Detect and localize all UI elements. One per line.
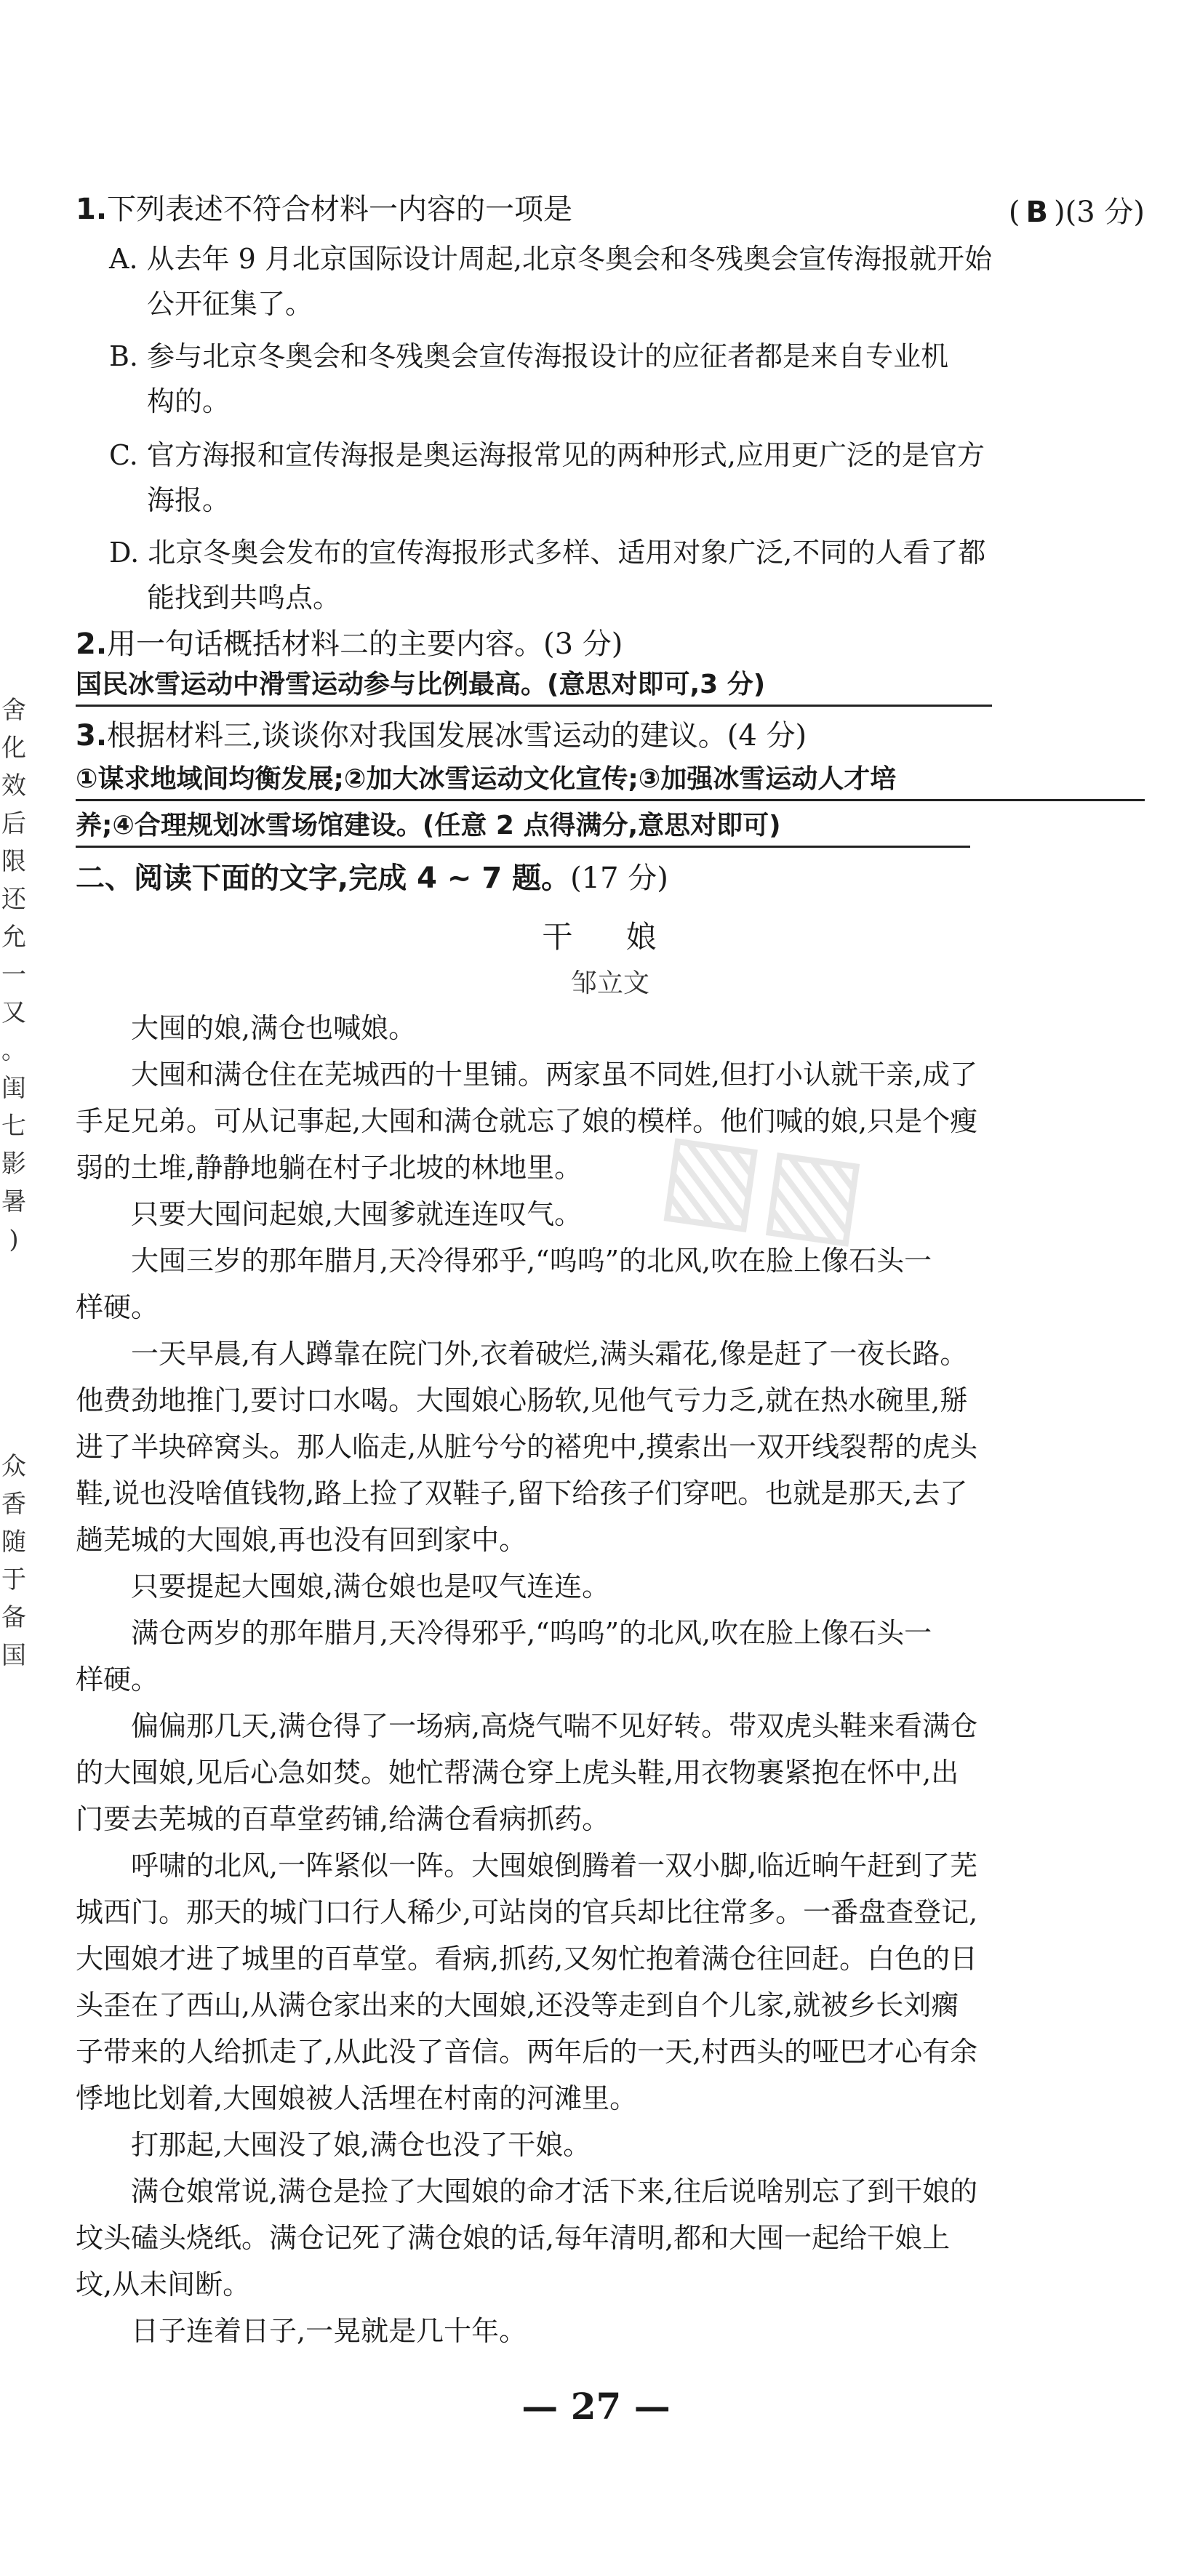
margin-char: 七 — [1, 1112, 26, 1141]
section-heading — [76, 861, 668, 896]
watermark-logo: ▧▧ — [652, 1107, 874, 1261]
margin-char: 众 — [1, 1452, 26, 1481]
article-line: 城西门。那天的城门口行人稀少,可站岗的官兵却比往常多。一番盘查登记, — [76, 1896, 978, 1928]
option-b-line-1: B. 参与北京冬奥会和冬残奥会宣传海报设计的应征者都是来自专业机 — [109, 340, 949, 372]
article-line: 只要大囤问起娘,大囤爹就连连叹气。 — [131, 1198, 583, 1230]
points-label: (3 分) — [1065, 196, 1145, 229]
article-author: 邹立文 — [570, 968, 649, 998]
article-title: 干 娘 — [542, 919, 679, 955]
question-2-answer: 国民冰雪运动中滑雪运动参与比例最高。(意思对即可,3 分) — [76, 669, 992, 707]
option-b-line-2: 构的。 — [147, 385, 231, 417]
article-line: 手足兄弟。可从记事起,大囤和满仓就忘了娘的模样。他们喊的娘,只是个瘦 — [76, 1105, 978, 1137]
question-3-answer-line-2: 养;④合理规划冰雪场馆建设。(任意 2 点得满分,意思对即可) — [76, 810, 970, 848]
option-c-line-2: 海报。 — [147, 484, 231, 516]
question-3-stem — [76, 718, 807, 753]
question-number: 3. — [76, 719, 108, 753]
margin-char: 还 — [1, 885, 26, 914]
article-line: 鞋,说也没啥值钱物,路上捡了双鞋子,留下给孩子们穿吧。也就是那天,去了 — [76, 1477, 968, 1509]
answer-bracket: ( — [1008, 196, 1020, 229]
margin-char: 化 — [1, 734, 26, 763]
margin-char: 允 — [1, 923, 26, 952]
question-text: 下列表述不符合材料一内容的一项是 — [107, 193, 573, 226]
margin-char: 备 — [1, 1603, 26, 1632]
article-line: 大囤娘才进了城里的百草堂。看病,抓药,又匆忙抱着满仓往回赶。白色的日 — [76, 1943, 978, 1975]
margin-char: 国 — [1, 1641, 26, 1670]
option-d-line-1: D. 北京冬奥会发布的宣传海报形式多样、适用对象广泛,不同的人看了都 — [109, 537, 986, 569]
article-line: 坟,从未间断。 — [76, 2268, 251, 2300]
margin-char: 又 — [1, 998, 26, 1027]
article-line: 满仓娘常说,满仓是捡了大囤娘的命才活下来,往后说啥别忘了到干娘的 — [131, 2175, 978, 2207]
margin-char: 限 — [1, 847, 26, 876]
question-2-stem — [76, 627, 623, 662]
article-line: 日子连着日子,一晃就是几十年。 — [131, 2315, 527, 2347]
article-line: 进了半块碎窝头。那人临走,从脏兮兮的褡兜中,摸索出一双开线裂帮的虎头 — [76, 1431, 978, 1463]
article-line: 大囤和满仓住在芜城西的十里铺。两家虽不同姓,但打小认就干亲,成了 — [131, 1059, 978, 1091]
article-line: 一天早晨,有人蹲靠在院门外,衣着破烂,满头霜花,像是赶了一夜长路。 — [131, 1338, 968, 1370]
margin-char: 闺 — [1, 1074, 26, 1103]
section-points: (17 分) — [570, 862, 668, 895]
section-title: 二、阅读下面的文字,完成 4 ~ 7 题。 — [76, 862, 571, 895]
article-line: 大囤的娘,满仓也喊娘。 — [131, 1012, 417, 1044]
answer-bracket: ) — [1054, 196, 1065, 229]
article-line: 头歪在了西山,从满仓家出来的大囤娘,还没等走到自个儿家,就被乡长刘瘸 — [76, 1989, 959, 2021]
margin-char: 效 — [1, 771, 26, 801]
article-line: 满仓两岁的那年腊月,天冷得邪乎,“呜呜”的北风,吹在脸上像石头一 — [131, 1617, 932, 1649]
article-line: 样硬。 — [76, 1664, 159, 1696]
article-line: 他费劲地推门,要讨口水喝。大囤娘心肠软,见他气亏力乏,就在热水碗里,掰 — [76, 1384, 968, 1416]
margin-char: 影 — [1, 1149, 26, 1179]
margin-char: ) — [9, 1225, 19, 1254]
answer-choice: B — [1025, 196, 1049, 229]
question-number: 1. — [76, 193, 108, 226]
option-c-line-1: C. 官方海报和宣传海报是奥运海报常见的两种形式,应用更广泛的是官方 — [109, 439, 985, 471]
page-number: — 27 — — [521, 2385, 671, 2428]
question-number: 2. — [76, 627, 108, 661]
question-1-stem — [76, 192, 572, 227]
article-line: 弱的土堆,静静地躺在村子北坡的林地里。 — [76, 1152, 583, 1184]
option-a-line-1: A. 从去年 9 月北京国际设计周起,北京冬奥会和冬残奥会宣传海报就开始 — [109, 243, 993, 275]
question-text: 根据材料三,谈谈你对我国发展冰雪运动的建议。(4 分) — [107, 719, 807, 753]
margin-char: 舍 — [1, 696, 26, 725]
question-3-answer-line-1: ①谋求地域间均衡发展;②加大冰雪运动文化宣传;③加强冰雪运动人才培 — [76, 763, 1145, 801]
article-line: 趟芜城的大囤娘,再也没有回到家中。 — [76, 1524, 527, 1556]
article-line: 悸地比划着,大囤娘被人活埋在村南的河滩里。 — [76, 2082, 638, 2114]
margin-char: 随 — [1, 1528, 26, 1557]
article-line: 子带来的人给抓走了,从此没了音信。两年后的一天,村西头的哑巴才心有余 — [76, 2036, 978, 2068]
article-line: 呼啸的北风,一阵紧似一阵。大囤娘倒腾着一双小脚,临近晌午赶到了芜 — [131, 1850, 978, 1882]
margin-char: 一 — [1, 960, 26, 990]
article-line: 门要去芜城的百草堂药铺,给满仓看病抓药。 — [76, 1803, 610, 1835]
margin-char: 于 — [1, 1565, 26, 1594]
left-margin-text — [3, 698, 25, 1681]
article-line: 的大囤娘,见后心急如焚。她忙帮满仓穿上虎头鞋,用衣物裹紧抱在怀中,出 — [76, 1757, 959, 1789]
margin-char: 暑 — [1, 1187, 26, 1216]
question-text: 用一句话概括材料二的主要内容。(3 分) — [107, 627, 623, 661]
article-line: 只要提起大囤娘,满仓娘也是叹气连连。 — [131, 1570, 610, 1602]
article-line: 大囤三岁的那年腊月,天冷得邪乎,“呜呜”的北风,吹在脸上像石头一 — [131, 1245, 932, 1277]
article-line: 打那起,大囤没了娘,满仓也没了干娘。 — [131, 2129, 591, 2161]
margin-char: 后 — [1, 809, 26, 838]
question-1-score — [1009, 189, 1145, 230]
option-a-line-2: 公开征集了。 — [147, 288, 313, 320]
option-d-line-2: 能找到共鸣点。 — [147, 582, 341, 614]
margin-char: 。 — [1, 1036, 26, 1065]
margin-char: 香 — [1, 1490, 26, 1519]
article-line: 坟头磕头烧纸。满仓记死了满仓娘的话,每年清明,都和大囤一起给干娘上 — [76, 2222, 951, 2254]
article-line: 样硬。 — [76, 1291, 159, 1323]
article-line: 偏偏那几天,满仓得了一场病,高烧气喘不见好转。带双虎头鞋来看满仓 — [131, 1710, 978, 1742]
